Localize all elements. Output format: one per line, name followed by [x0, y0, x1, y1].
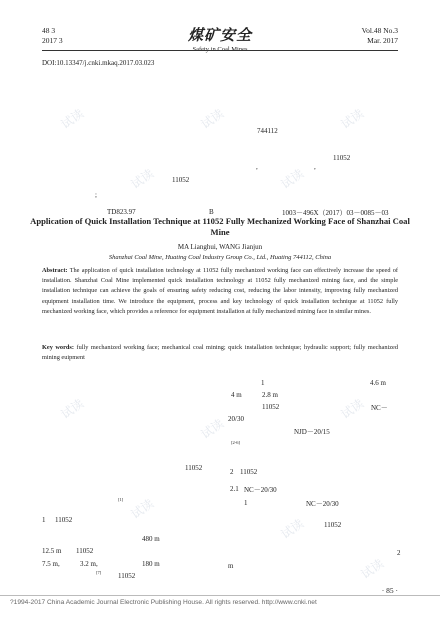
watermark: 试读 — [198, 106, 227, 132]
body-fragment: 11052 — [185, 464, 203, 472]
section-heading-fragment: 1 — [42, 516, 46, 524]
citation-ref: [7] — [96, 570, 102, 575]
watermark: 试读 — [338, 106, 367, 132]
authors-en: MA Lianghui, WANG Jianjun — [177, 243, 263, 251]
watermark: 试读 — [128, 166, 157, 192]
header-rule — [42, 50, 398, 51]
watermark: 试读 — [358, 556, 387, 582]
body-fragment: 11052 — [324, 521, 342, 529]
citation-ref: [1] — [118, 497, 124, 502]
journal-subtitle: Safety in Coal Mines — [192, 46, 248, 53]
front-fragment: , — [314, 163, 316, 171]
front-fragment: ; — [95, 191, 97, 199]
body-fragment: 11052 — [118, 572, 136, 580]
body-fragment: 1 — [244, 499, 248, 507]
body-fragment: NC－20/30 — [306, 500, 339, 508]
watermark: 试读 — [58, 106, 87, 132]
header-vol-no: Vol.48 No.3 — [361, 26, 398, 35]
body-fragment: 4.6 m — [370, 379, 386, 387]
abstract-text: The application of quick installation technology at 11052 fully mechanized working face can effectively increase the speed of installation. Shanzhai Coal Mine implemented quick installation technology at 11052 fully mechanized mining face, and the simple installation technique can achieve the goals of ensuring safety reducing cost, reducing the labor intensity, improving fully mechanized equipment installation time. We introduce the equipment, process and key technology of quick installation technique at 11052 fully mechanized working face, which provides a reference for equipment installation at fully mechanized mining face in similar mines. — [42, 267, 398, 315]
keywords-text: fully mechanized working face; mechanical coal mining; quick installation technique; hydraulic support; fully mechanized mining euipment — [42, 344, 398, 362]
body-fragment: 20/30 — [228, 415, 244, 423]
body-fragment: 7.5 m, — [42, 560, 60, 568]
body-fragment: 12.5 m — [42, 547, 62, 555]
watermark: 试读 — [198, 416, 227, 442]
body-fragment: NJD－20/15 — [294, 428, 330, 436]
body-fragment: 2 — [397, 549, 401, 557]
body-fragment: NC－ — [371, 404, 388, 412]
section-heading-fragment: 11052 — [240, 468, 258, 476]
front-fragment: , — [256, 163, 258, 171]
document-code: B — [209, 208, 214, 216]
section-heading-fragment: 11052 — [55, 516, 73, 524]
front-fragment: 11052 — [172, 176, 190, 184]
journal-logo: 煤矿安全 — [187, 26, 252, 44]
page-number: · 85 · — [381, 586, 398, 595]
subsection-number: 2.1 — [230, 485, 239, 493]
watermark: 试读 — [128, 496, 157, 522]
body-fragment: m — [228, 562, 234, 570]
affiliation-en: Shanzhai Coal Mine, Huating Coal Industry Group Co., Ltd., Huating 744112, China — [108, 254, 332, 261]
watermark: 试读 — [278, 516, 307, 542]
front-fragment: 11052 — [333, 154, 351, 162]
body-fragment: 3.2 m, — [80, 560, 98, 568]
abstract-label: Abstract: — [42, 267, 68, 274]
copyright-notice: ?1994-2017 China Academic Journal Electronic Publishing House. All rights reserved. http://www.cnki.net — [10, 599, 317, 606]
article-id: 1003－496X（2017）03－0085－03 — [282, 209, 389, 217]
body-fragment: 180 m — [142, 560, 160, 568]
keywords-label: Key words: — [42, 344, 74, 351]
body-fragment: 2.8 m — [262, 391, 278, 399]
keywords-en — [42, 343, 398, 363]
subsection-heading-fragment: NC－20/30 — [244, 486, 277, 494]
body-fragment: 11052 — [262, 403, 280, 411]
citation-ref: [2-6] — [231, 440, 240, 445]
abstract-en — [42, 266, 398, 317]
watermark: 试读 — [58, 396, 87, 422]
article-title-en: Application of Quick Installation Technique at 11052 Fully Mechanized Working Face of Shanzhai Coal Mine — [30, 216, 410, 237]
body-fragment: 480 m — [142, 535, 160, 543]
watermark: 试读 — [278, 166, 307, 192]
clc-number: TD823.97 — [107, 208, 136, 216]
postcode: 744112 — [257, 127, 278, 135]
header-year: 2017 3 — [42, 36, 63, 45]
header-volume: 48 3 — [42, 26, 56, 35]
watermark: 试读 — [338, 396, 367, 422]
body-fragment: 4 m — [231, 391, 242, 399]
header-volume-info — [362, 26, 398, 46]
body-fragment: 1 — [261, 379, 265, 387]
doi: DOI:10.13347/j.cnki.mkaq.2017.03.023 — [42, 59, 155, 67]
footer-rule — [0, 595, 440, 596]
body-fragment: 11052 — [76, 547, 94, 555]
section-number: 2 — [230, 468, 234, 476]
header-date: Mar. 2017 — [367, 36, 398, 45]
